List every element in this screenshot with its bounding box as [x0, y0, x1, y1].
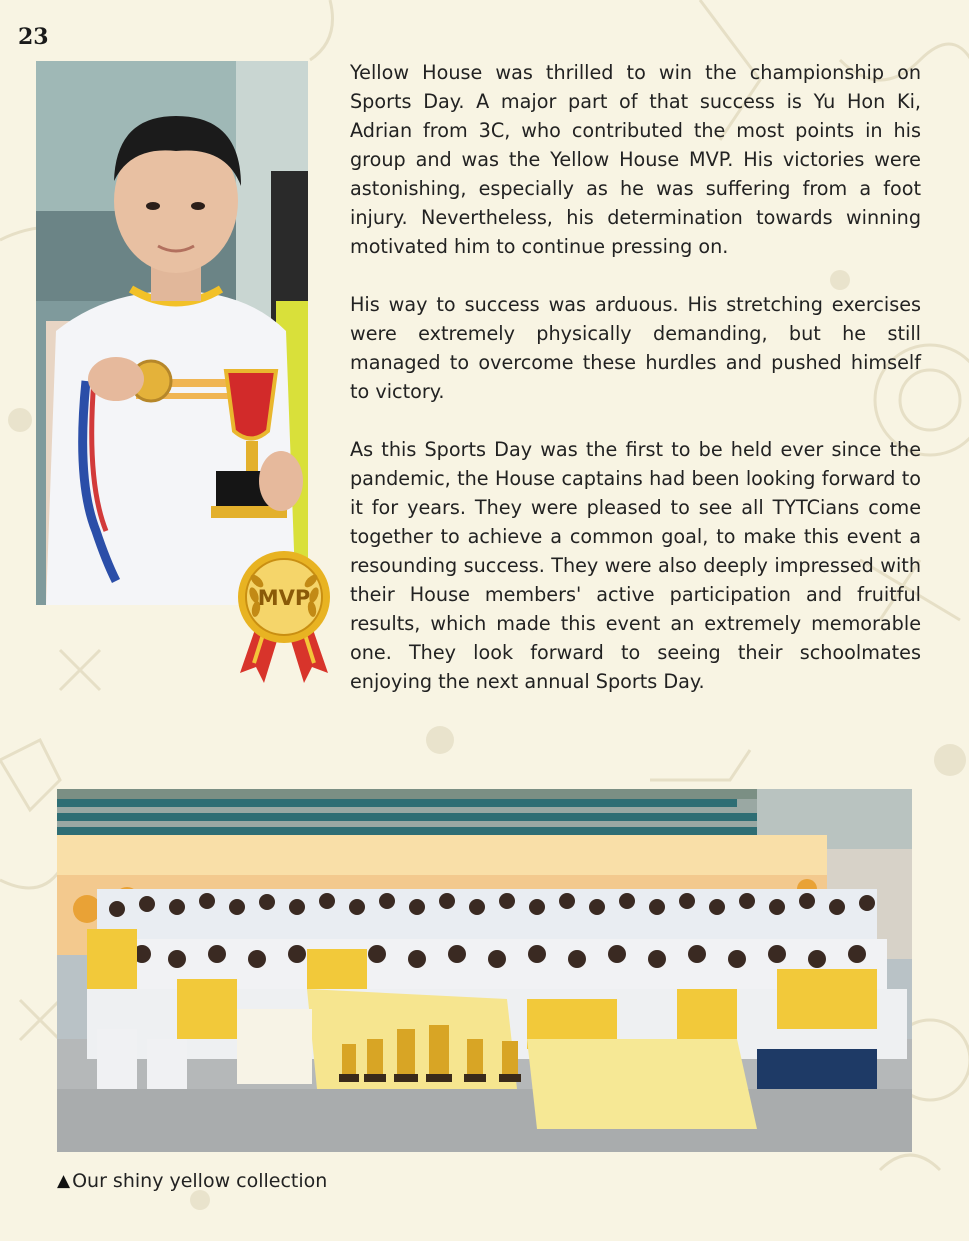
group-photo	[57, 789, 912, 1152]
photo-caption	[57, 1170, 327, 1192]
mvp-portrait-photo	[36, 61, 308, 605]
page-number: 23	[18, 24, 49, 50]
article-paragraph-3: As this Sports Day was the first to be held ever since the pandemic, the House captains had been looking forward to it for years. They were pleased to see all TYTCians come together to achieve a common goal, to make this event a resounding success. They were also deeply impressed with their House members' active participation and fruitful results, which made this event an extremely memorable one. They look forward to seeing their schoolmates enjoying the next annual Sports Day.	[350, 438, 921, 693]
article-paragraph-1: Yellow House was thrilled to win the championship on Sports Day. A major part of that success is Yu Hon Ki, Adrian from 3C, who contributed the most points in his group and was the Yellow House MVP. His victories were astonishing, especially as he was suffering from a foot injury. Nevertheless, his determination towards winning motivated him to continue pressing on.	[350, 61, 921, 258]
mvp-badge-label: MVP	[257, 586, 311, 610]
article-body	[350, 58, 921, 725]
triangle-up-icon: ▲	[57, 1171, 71, 1191]
mvp-badge-icon	[232, 545, 336, 685]
caption-text: Our shiny yellow collection	[72, 1170, 328, 1192]
article-paragraph-2: His way to success was arduous. His stretching exercises were extremely physically demanding, but he still managed to overcome these hurdles and pushed himself to victory.	[350, 293, 921, 403]
